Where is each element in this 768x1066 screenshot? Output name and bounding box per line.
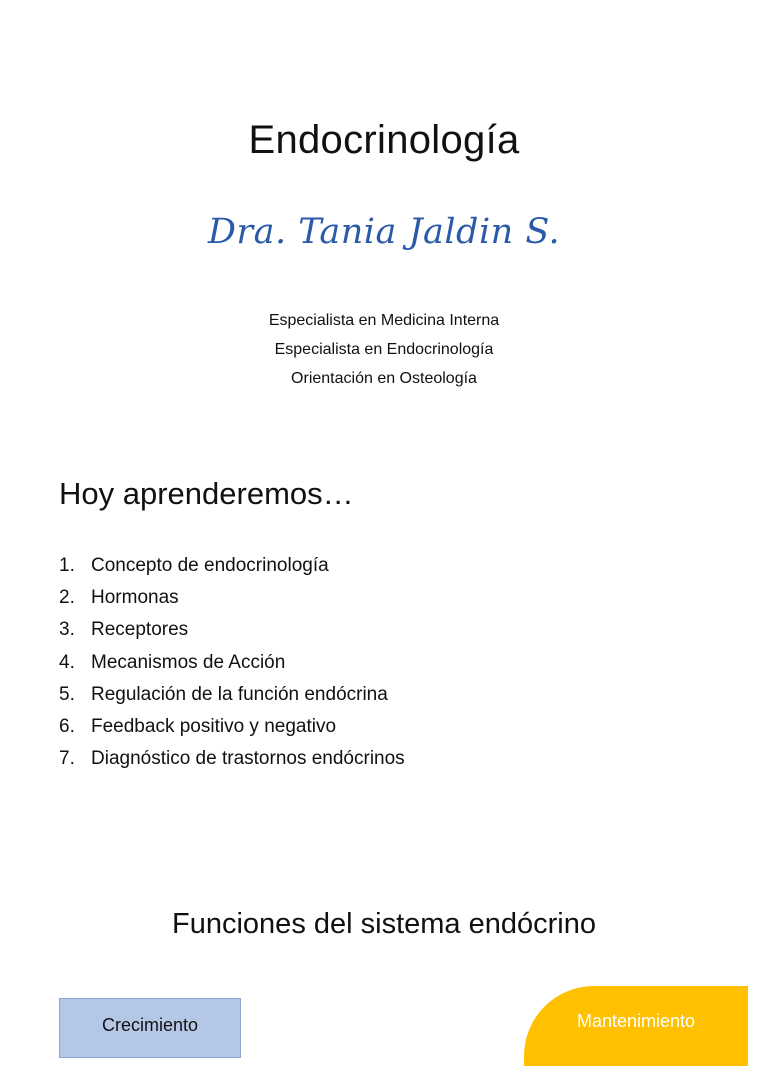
list-number: 6. [59,716,75,738]
diagram-box-growth [59,998,241,1058]
list-number: 3. [59,619,75,641]
list-item [59,647,405,679]
functions-heading: Funciones del sistema endócrino [172,908,596,940]
list-item-text: Concepto de endocrinología [91,555,329,576]
list-item-text: Regulación de la función endócrina [91,683,388,705]
diagram-box-label: Mantenimiento [576,1011,696,1031]
list-number: 7. [59,748,75,770]
diagram-box-label: Crecimiento [101,1015,199,1035]
topics-list [59,550,405,775]
list-item [59,614,405,646]
list-item [59,711,405,743]
credential-line: Especialista en Medicina Interna [268,312,500,329]
list-item-text: Feedback positivo y negativo [91,716,337,738]
author-name: Dra. Tania Jaldin S. [207,212,561,252]
list-item [59,582,405,614]
list-item [59,550,405,582]
list-number: 1. [59,555,75,576]
list-item-text: Mecanismos de Acción [91,651,286,673]
list-number: 5. [59,683,75,705]
list-item [59,679,405,711]
list-item-text: Hormonas [91,587,179,609]
list-item-text: Diagnóstico de trastornos endócrinos [91,748,405,770]
document-title: Endocrinología [248,118,520,162]
list-item [59,743,405,775]
credential-line: Especialista en Endocrinología [274,341,494,358]
diagram-box-maintenance [524,986,748,1066]
credential-line: Orientación en Osteología [291,370,477,387]
list-number: 4. [59,651,75,673]
author-credentials [0,306,768,393]
list-number: 2. [59,587,75,609]
list-item-text: Receptores [91,619,189,641]
section-heading: Hoy aprenderemos… [59,476,354,511]
